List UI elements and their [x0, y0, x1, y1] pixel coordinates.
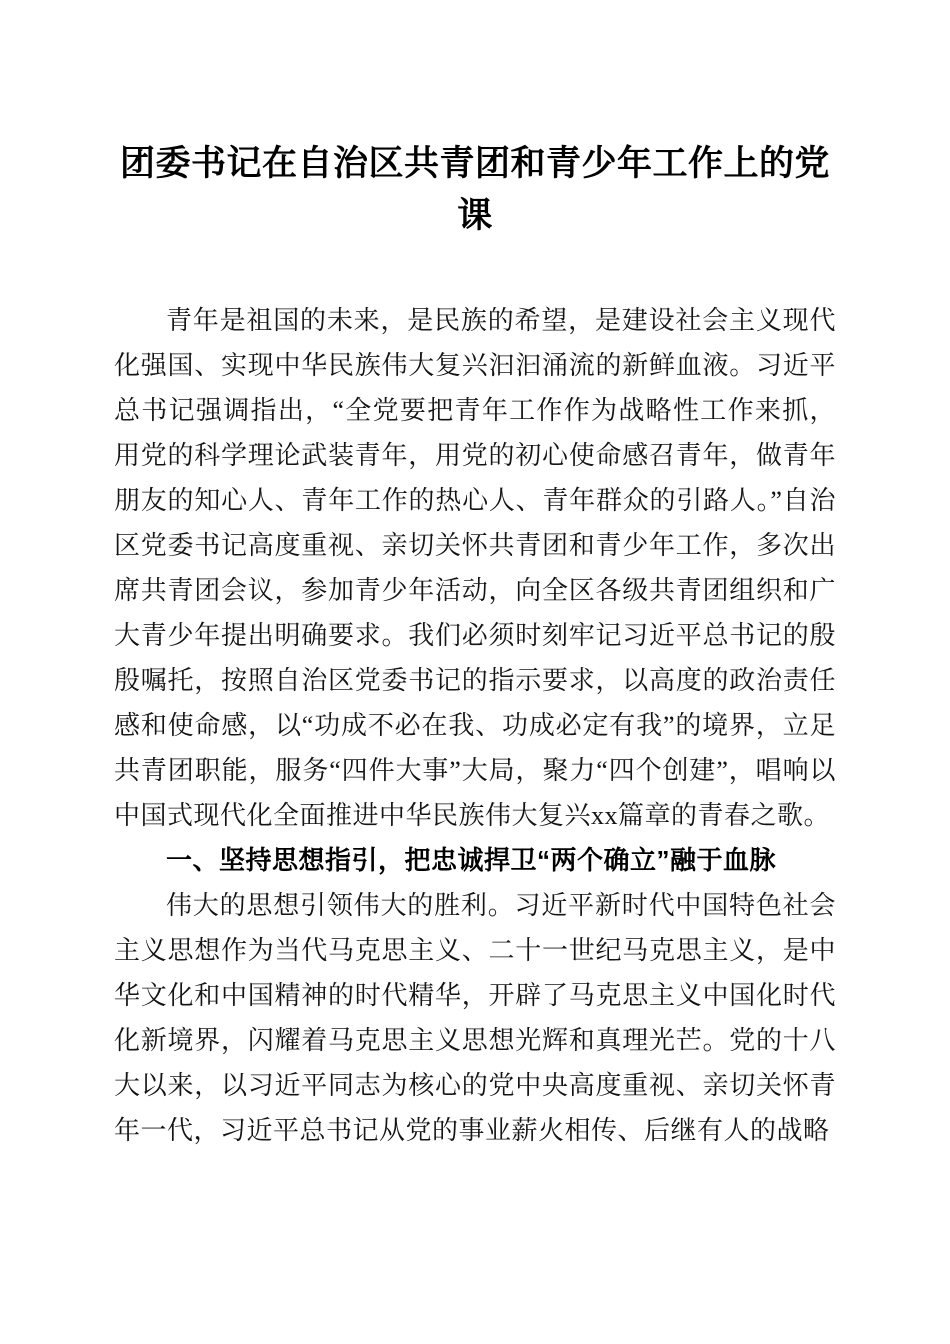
section-heading-1: 一、坚持思想指引，把忠诚捍卫“两个确立”融于血脉 [166, 845, 777, 875]
document-title: 团委书记在自治区共青团和青少年工作上的党课 [119, 144, 830, 235]
paragraph-intro: 青年是祖国的未来，是民族的希望，是建设社会主义现代化强国、实现中华民族伟大复兴汩汩涌流的新鲜血液。习近平总书记强调指出，“全党要把青年工作作为战略性工作来抓，用党的科学理论武装青年，用党的初心使命感召青年，做青年朋友的知心人、青年工作的热心人、青年群众的引路人。”自治区党委书记高度重视、亲切关怀共青团和青少年工作，多次出席共青团会议，参加青少年活动，向全区各级共青团组织和广大青少年提出明确要求。我们必须时刻牢记习近平总书记的殷殷嘱托，按照自治区党委书记的指示要求，以高度的政治责任感和使命感，以“功成不必在我、功成必定有我”的境界，立足共青团职能，服务“四件大事”大局，聚力“四个创建”，唱响以中国式现代化全面推进中华民族伟大复兴xx篇章的青春之歌。 [114, 306, 836, 830]
paragraph-section-1-body: 伟大的思想引领伟大的胜利。习近平新时代中国特色社会主义思想作为当代马克思主义、二十一世纪马克思主义，是中华文化和中国精神的时代精华，开辟了马克思主义中国化时代化新境界，闪耀着马克思主义思想光辉和真理光芒。党的十八大以来，以习近平同志为核心的党中央高度重视、亲切关怀青年一代，习近平总书记从党的事业薪火相传、后继有人的战略 [114, 891, 836, 1145]
